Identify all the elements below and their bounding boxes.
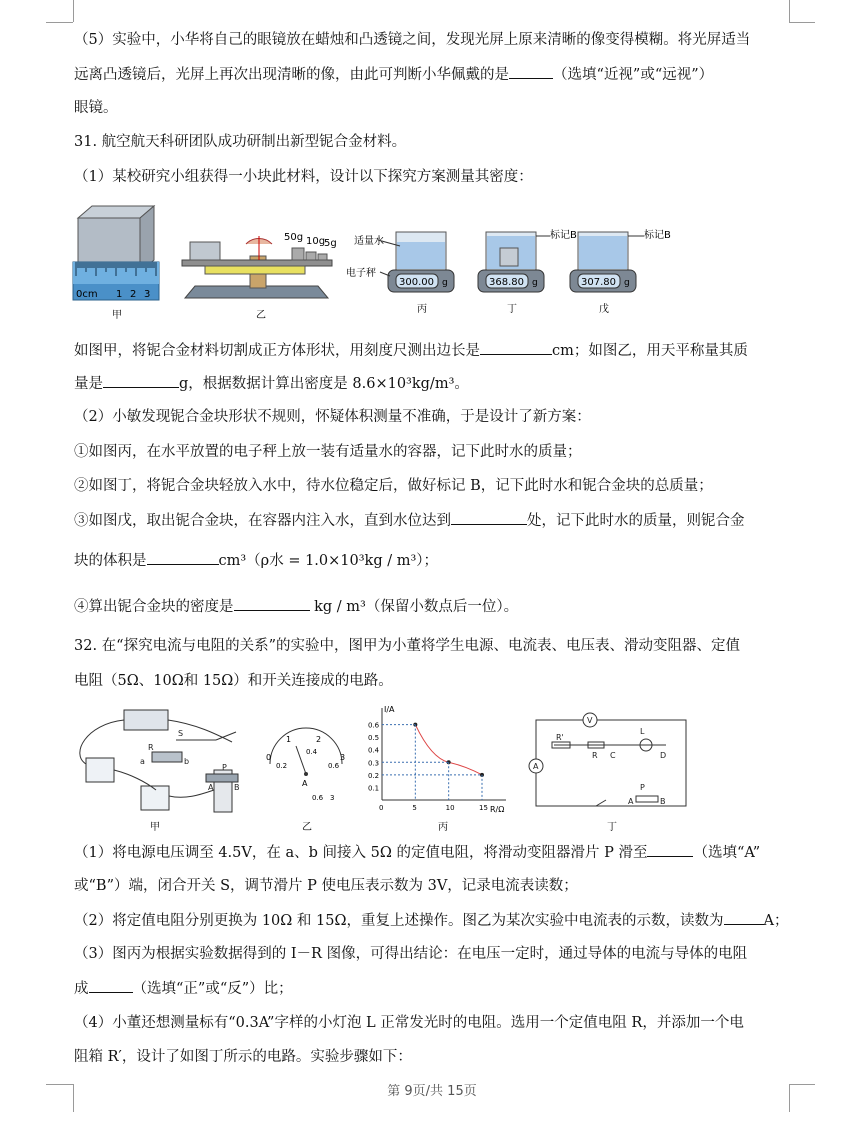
svg-text:10g: 10g (306, 236, 326, 247)
answer-blank[interactable] (234, 596, 310, 611)
q32-p1b: （选填“A” (693, 845, 761, 861)
q32-p2a: （2）将定值电阻分别更换为 10Ω 和 15Ω，重复上述操作。图乙为某次实验中电流表的示数，读数为 (74, 913, 724, 929)
q32-part4-b: 阻箱 R′，设计了如图丁所示的电路。实验步骤如下： (74, 1049, 412, 1065)
q32-part3: （3）图丙为根据实验数据得到的 I－R 图像，可得出结论：在电压一定时，通过导体的电流与导体的电阻 (74, 946, 748, 962)
graph-ytick-label: 0.3 (368, 759, 380, 768)
q32-part3-b (74, 978, 794, 999)
q31-step4 (74, 550, 794, 571)
caption-ding: 丁 (507, 304, 517, 315)
q32-figure (66, 704, 702, 836)
q31-figure (70, 200, 690, 325)
q32-p3b: （选填“正”或“反”）比； (132, 981, 293, 997)
svg-text:A: A (628, 797, 634, 806)
svg-text:368.80: 368.80 (489, 277, 524, 288)
svg-text:5g: 5g (324, 238, 337, 249)
svg-text:R: R (592, 751, 598, 760)
graph-xlabel: R/Ω (490, 805, 505, 814)
svg-text:b: b (184, 757, 190, 766)
svg-text:标记B: 标记B (644, 230, 671, 241)
q31-s3a: ③如图戊，取出铌合金块，在容器内注入水，直到水位达到 (74, 513, 451, 529)
q32-part4: （4）小董还想测量标有“0.3A”字样的小灯泡 L 正常发光时的电阻。选用一个定值电阻 R，并添加一个电 (74, 1015, 744, 1031)
svg-text:L: L (640, 727, 645, 736)
fig-jia-circuit (80, 710, 238, 812)
graph-ytick-label: 0.1 (368, 784, 380, 793)
svg-text:P: P (640, 783, 645, 792)
page-footer: 第 9页/共 15页 (387, 1084, 477, 1099)
q32-part1-a (74, 842, 794, 863)
svg-text:C: C (610, 751, 616, 760)
svg-text:0.2: 0.2 (276, 762, 288, 770)
svg-text:S: S (178, 729, 184, 738)
fig-ding-scale (478, 228, 577, 292)
q31-step5 (74, 596, 794, 617)
q32-p3a: 成 (74, 981, 89, 997)
svg-text:3: 3 (340, 753, 346, 762)
graph-xtick-label: 10 (445, 804, 455, 812)
answer-blank[interactable] (89, 978, 133, 993)
fig-yi-meter (266, 728, 345, 802)
q31-l5a: 量是 (74, 376, 103, 392)
caption-wu: 戊 (599, 304, 609, 315)
svg-text:A: A (208, 783, 214, 792)
answer-blank[interactable] (451, 510, 527, 525)
q31-step1: ①如图丙，在水平放置的电子秤上放一装有适量水的容器，记下此时水的质量； (74, 444, 582, 460)
caption-bing: 丙 (438, 822, 448, 833)
q31-step2: ②如图丁，将铌合金块轻放入水中，待水位稳定后，做好标记 B，记下此时水和铌合金块的总质量； (74, 478, 713, 494)
svg-text:300.00: 300.00 (399, 277, 434, 288)
fig-wu-scale (570, 228, 671, 292)
fig-bing-graph (368, 705, 506, 814)
q31-part1: （1）某校研究小组获得一小块此材料，设计以下探究方案测量其密度： (74, 169, 533, 185)
svg-text:3: 3 (144, 289, 151, 300)
svg-text:g: g (532, 278, 538, 288)
svg-text:0.4: 0.4 (306, 748, 318, 756)
svg-text:A: A (533, 762, 539, 771)
caption-jia: 甲 (112, 310, 122, 321)
caption-ding: 丁 (607, 822, 617, 833)
q32-p1a: （1）将电源电压调至 4.5V，在 a、b 间接入 5Ω 的定值电阻，将滑动变阻器滑片 P 滑至 (74, 845, 648, 861)
q31-line5 (74, 373, 794, 394)
q31-s5a: ④算出铌合金块的密度是 (74, 599, 234, 615)
answer-blank[interactable] (147, 550, 219, 565)
svg-text:A: A (302, 779, 308, 788)
svg-text:适量水: 适量水 (354, 236, 384, 247)
q31-part2: （2）小敏发现铌合金块形状不规则，怀疑体积测量不准确，于是设计了新方案： (74, 409, 591, 425)
svg-text:标记B: 标记B (550, 230, 577, 241)
svg-text:0cm: 0cm (76, 289, 98, 300)
graph-xtick-label: 0 (379, 804, 384, 812)
graph-ytick-label: 0.4 (368, 746, 380, 755)
svg-text:B: B (234, 783, 240, 792)
q32-line2: 电阻（5Ω、10Ω和 15Ω）和开关连接成的电路。 (74, 673, 393, 689)
svg-text:0.6: 0.6 (312, 794, 324, 802)
crop-mark-top-left-h (46, 22, 73, 23)
svg-text:0: 0 (266, 753, 272, 762)
caption-jia: 甲 (150, 822, 160, 833)
svg-text:0.6: 0.6 (328, 762, 340, 770)
svg-text:R': R' (556, 733, 564, 742)
answer-blank[interactable] (103, 373, 179, 388)
svg-text:电子秤: 电子秤 (346, 268, 376, 279)
answer-blank[interactable] (647, 842, 693, 857)
crop-mark-top-left (73, 0, 74, 22)
q31-title: 31. 航空航天科研团队成功研制出新型铌合金材料。 (74, 134, 407, 150)
q30-5-line2-suffix: （选填“近视”或“远视”） (553, 67, 714, 83)
q32-part2 (74, 910, 794, 931)
q30-5-line2-text: 远离凸透镜后，光屏上再次出现清晰的像，由此可判断小华佩戴的是 (74, 67, 509, 83)
q32-part1-b: 或“B”）端，闭合开关 S，调节滑片 P 使电压表示数为 3V，记录电流表读数； (74, 878, 578, 894)
graph-ytick-label: 0.5 (368, 734, 380, 743)
caption-yi: 乙 (302, 822, 312, 833)
caption-bing: 丙 (417, 304, 427, 315)
graph-ytick-label: 0.6 (368, 721, 380, 730)
q31-s3b: 处，记下此时水的质量，则铌合金 (527, 513, 745, 529)
graph-ylabel: I/A (384, 705, 395, 714)
answer-blank[interactable] (509, 64, 553, 79)
q31-s4b: cm³（ρ水 = 1.0×10³kg / m³）； (218, 553, 439, 569)
graph-xtick-label: 15 (479, 804, 488, 812)
svg-text:1: 1 (116, 289, 123, 300)
svg-text:a: a (140, 757, 145, 766)
graph-xtick-label: 5 (412, 804, 417, 812)
fig-bing-scale (346, 232, 454, 292)
q32-line1: 32. 在“探究电流与电阻的关系”的实验中，图甲为小董将学生电源、电流表、电压表、滑动变阻器、定值 (74, 638, 740, 654)
q32-p2b: A； (763, 913, 789, 929)
svg-text:3: 3 (330, 794, 335, 802)
q31-step3 (74, 510, 794, 531)
fig-yi-balance (182, 232, 337, 298)
q31-s5b: kg / m³（保留小数点后一位）。 (314, 599, 519, 615)
caption-yi: 乙 (256, 310, 266, 321)
crop-mark-top-right (789, 0, 790, 22)
q31-l5b: g，根据数据计算出密度是 8.6×10³kg/m³。 (179, 376, 469, 392)
svg-text:R: R (148, 743, 154, 752)
q30-5-line3: 眼镜。 (74, 100, 118, 116)
svg-text:g: g (442, 278, 448, 288)
svg-text:2: 2 (316, 735, 322, 744)
answer-blank[interactable] (480, 340, 552, 355)
q31-l4b: cm；如图乙，用天平称量其质 (552, 343, 748, 359)
svg-text:2: 2 (130, 289, 137, 300)
answer-blank[interactable] (724, 910, 764, 925)
graph-ytick-label: 0.2 (368, 771, 380, 780)
svg-text:B: B (660, 797, 666, 806)
q31-line4 (74, 340, 794, 361)
q31-l4a: 如图甲，将铌合金材料切割成正方体形状，用刻度尺测出边长是 (74, 343, 480, 359)
fig-jia-cube-ruler (73, 206, 159, 300)
svg-text:D: D (660, 751, 667, 760)
svg-text:307.80: 307.80 (581, 277, 616, 288)
q30-5-line1: （5）实验中，小华将自己的眼镜放在蜡烛和凸透镜之间，发现光屏上原来清晰的像变得模糊。将光屏适当 (74, 32, 751, 48)
svg-text:50g: 50g (284, 232, 304, 243)
svg-text:1: 1 (286, 735, 292, 744)
q30-5-line2 (74, 64, 794, 85)
crop-mark-top-right-h (789, 22, 815, 23)
svg-text:V: V (587, 716, 593, 725)
svg-text:P: P (222, 763, 227, 772)
svg-text:g: g (624, 278, 630, 288)
q31-s4a: 块的体积是 (74, 553, 147, 569)
